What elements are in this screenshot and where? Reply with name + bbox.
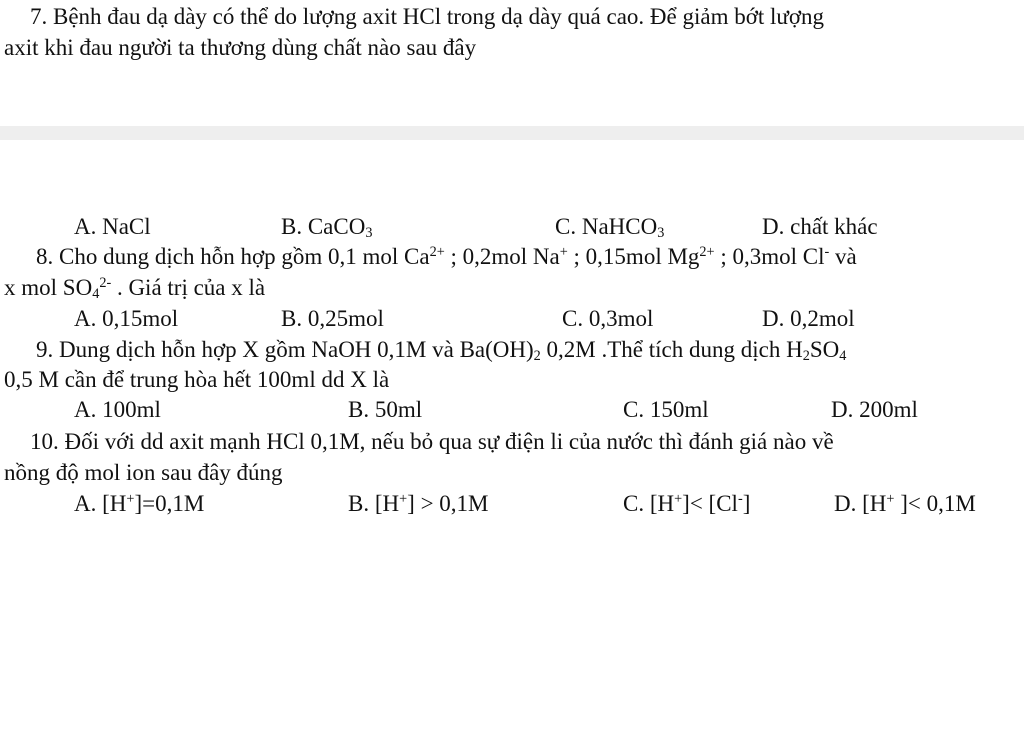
q9-stem-line1: 9. Dung dịch hỗn hợp X gồm NaOH 0,1M và $Ba(OH)_2$ 0,2M .Thể tích dung dịch $H_2SO_4$ [36, 337, 847, 364]
divider-band [0, 126, 1024, 140]
q10-option-c: C. [H+]< [Cl-] [623, 491, 751, 516]
q10-option-a: A. [H+]=0,1M [74, 491, 205, 516]
q7-option-b: B. CaCO$_3$ [281, 214, 373, 241]
q8-option-a: A. 0,15mol [74, 306, 179, 331]
q8-stem-line2: x mol $SO_4^{2-}$ . Giá trị của x là [4, 275, 266, 302]
q9-option-a: A. 100ml [74, 397, 161, 422]
q10-stem-line2: nồng độ mol ion sau đây đúng [4, 460, 283, 485]
q7-option-c: C. NaHCO$_3$ [555, 214, 665, 241]
q10-stem-line1: 10. Đối với dd axit mạnh HCl 0,1M, nếu bỏ qua sự điện li của nước thì đánh giá nào về [30, 429, 834, 454]
q9-option-b: B. 50ml [348, 397, 423, 422]
q8-option-b: B. 0,25mol [281, 306, 384, 331]
q8-option-d: D. 0,2mol [762, 306, 855, 331]
q7-stem-line2: axit khi đau người ta thương dùng chất nào sau đây [4, 35, 477, 60]
q8-option-c: C. 0,3mol [562, 306, 654, 331]
q7-option-a: A. NaCl [74, 214, 151, 239]
q10-option-b: B. [H+] > 0,1M [348, 491, 489, 516]
q7-stem-line1: 7. Bệnh đau dạ dày có thể do lượng axit HCl trong dạ dày quá cao. Để giảm bớt lượng [30, 4, 825, 29]
q9-stem-line2: 0,5 M cần để trung hòa hết 100ml dd X là [4, 367, 390, 392]
q7-option-d: D. chất khác [762, 214, 878, 239]
q8-stem-line1: 8. Cho dung dịch hỗn hợp gồm 0,1 mol $Ca^{2+}$ ; 0,2mol Na+ ; 0,15mol $Mg^{2+}$ ; 0,3mol Cl- và [36, 244, 857, 269]
q9-option-d: D. 200ml [831, 397, 918, 422]
q9-option-c: C. 150ml [623, 397, 709, 422]
q10-option-d: D. [H+ ]< 0,1M [834, 491, 976, 516]
